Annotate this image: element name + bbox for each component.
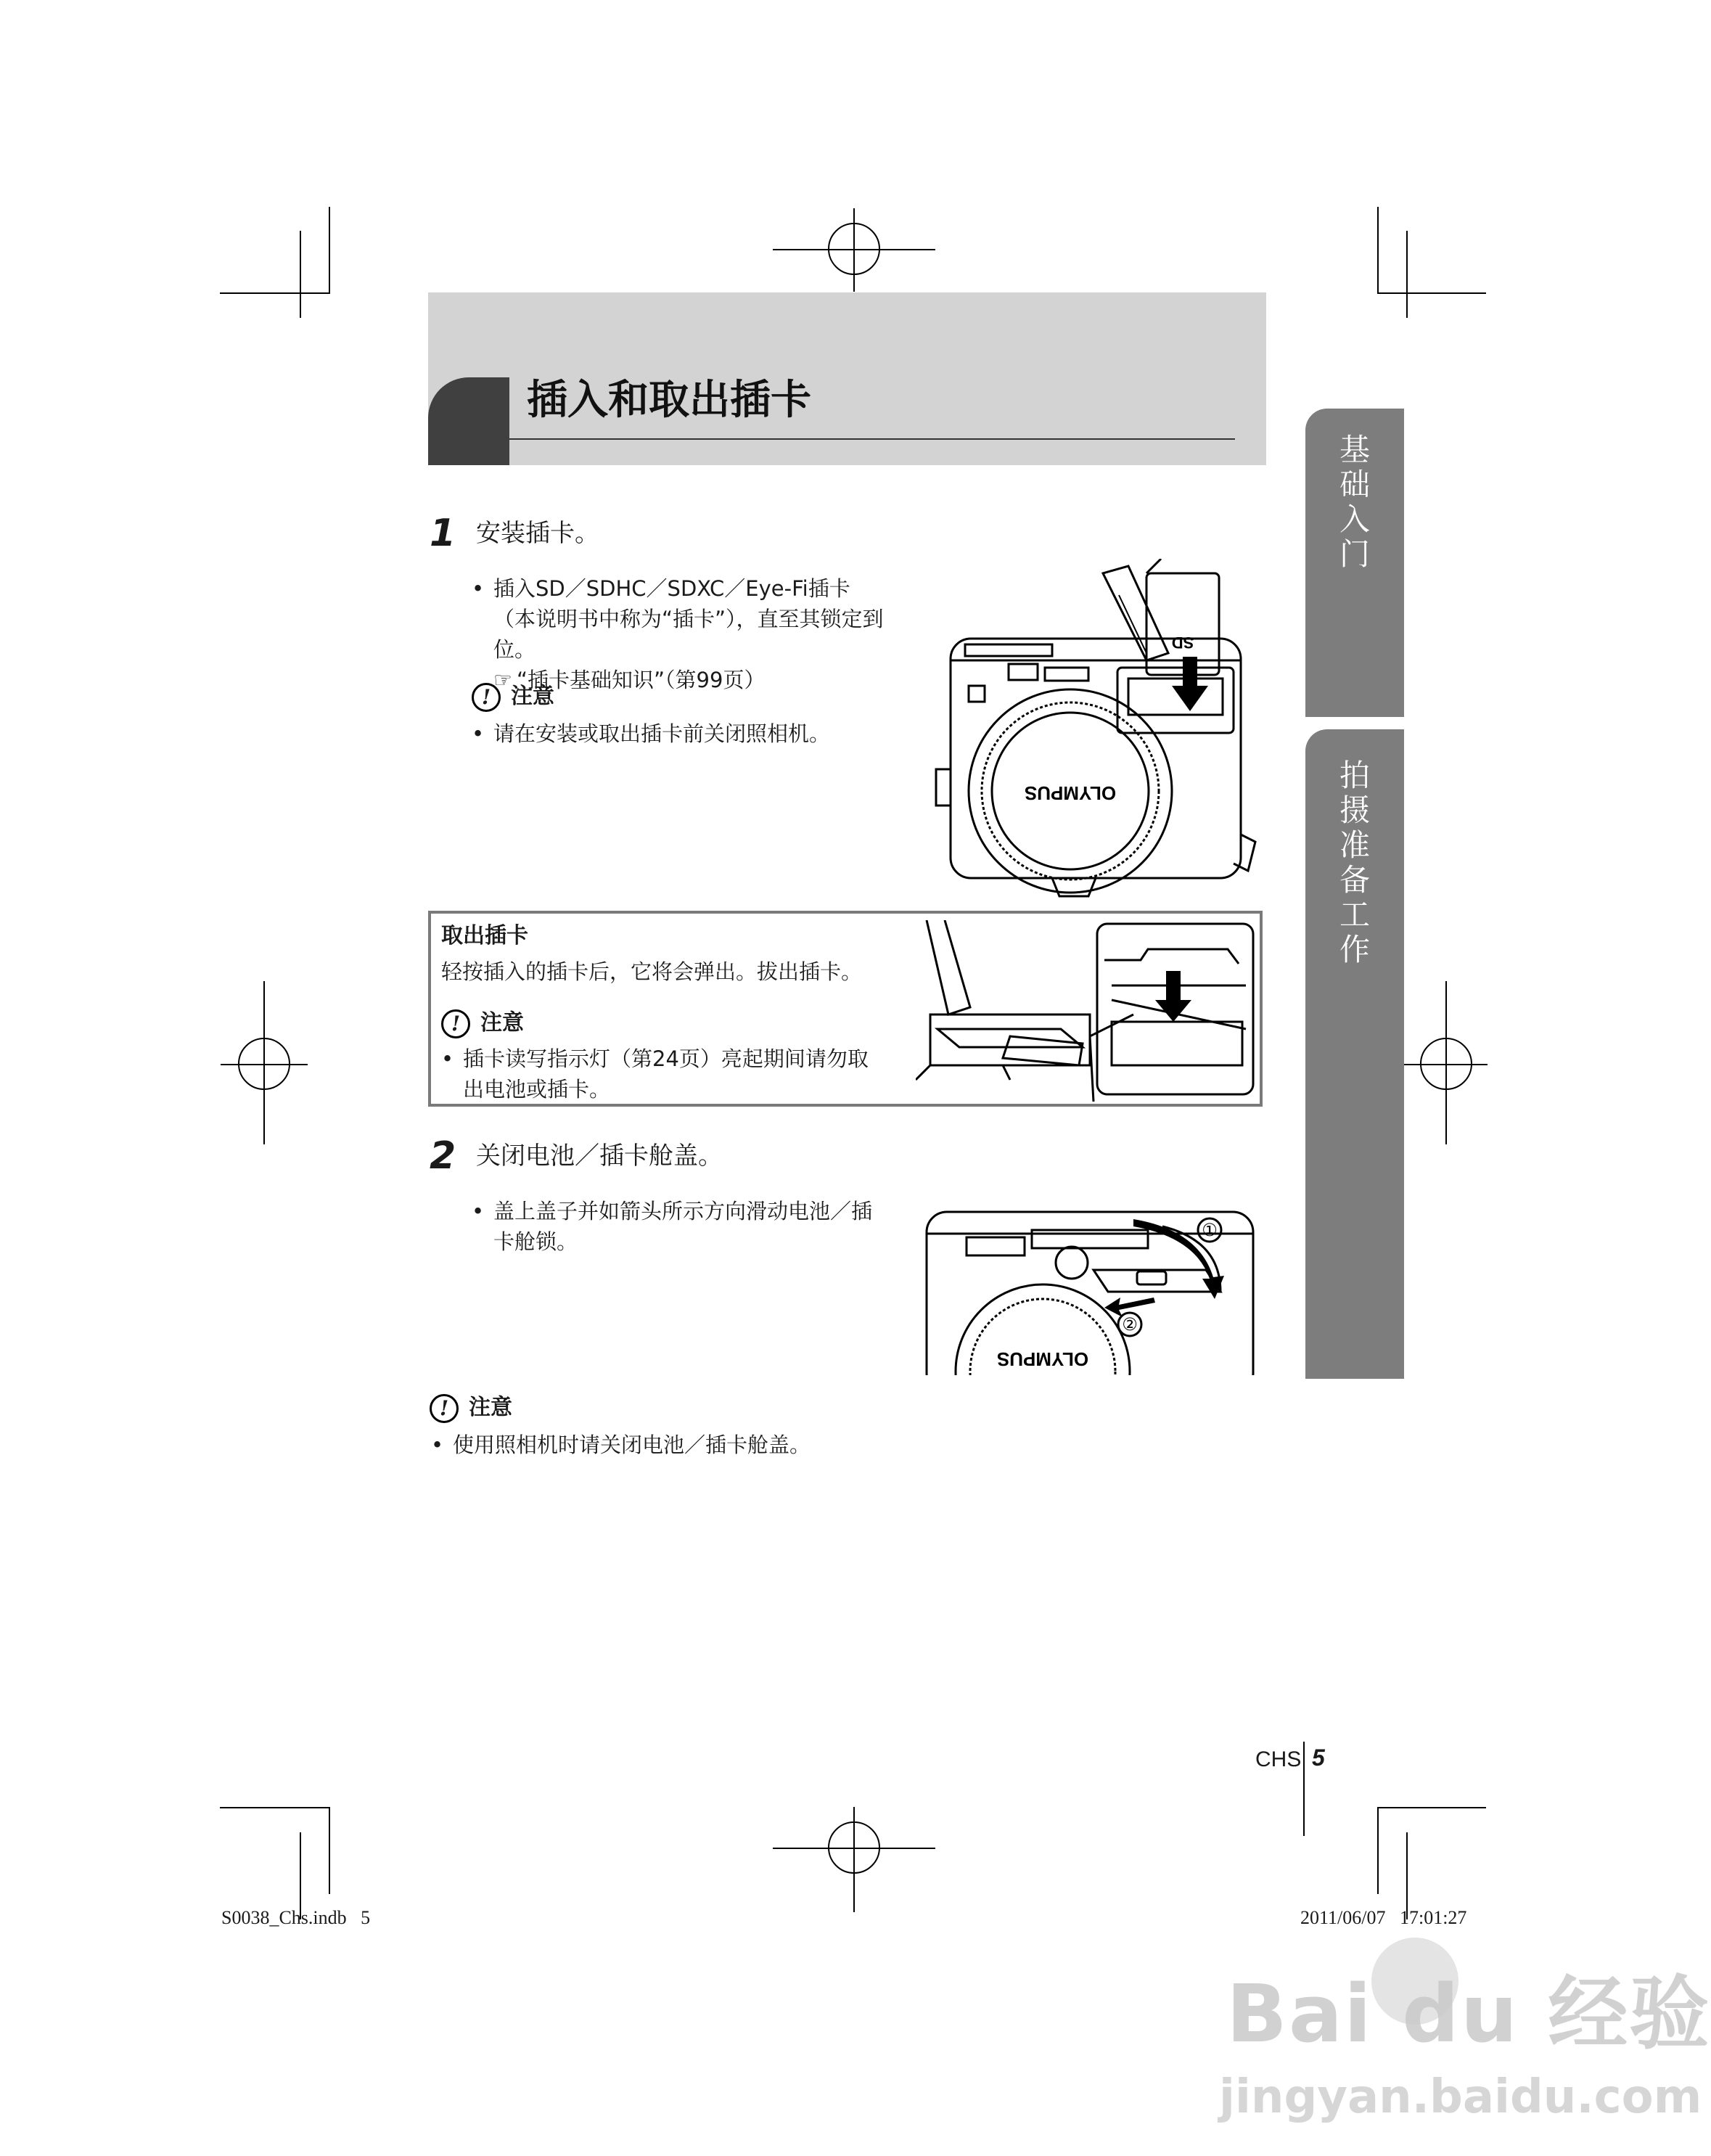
step-1-note-text: • 请在安装或取出插卡前关闭照相机。 — [472, 721, 831, 746]
footer-datetime: 2011/06/07 17:01:27 — [1300, 1907, 1467, 1928]
step-1-bullet: • 插入SD／SDHC／SDXC／Eye-Fi插卡 （本说明书中称为“插卡”），直至其锁定到位。 ☞ “插卡基础知识”（第99页） — [472, 573, 922, 695]
watermark — [1205, 1930, 1711, 2148]
footer-lang: CHS — [1255, 1747, 1302, 1771]
step-1-note-title: 注意 — [511, 684, 554, 709]
watermark-url: jingyan.baidu.com — [1219, 2070, 1702, 2124]
step-2-heading: 关闭电池／插卡舱盖。 — [476, 1141, 723, 1171]
step-1-note-heading — [472, 681, 554, 713]
camera-card-insert-illustration — [929, 559, 1263, 907]
camera-brand-text-2: OLYMPUS — [996, 1348, 1089, 1370]
bottom-note-text: • 使用照相机时请关闭电池／插卡舱盖。 — [431, 1432, 811, 1457]
removal-box-text: 轻按插入的插卡后，它将会弹出。拔出插卡。 — [441, 959, 863, 984]
removal-box-title: 取出插卡 — [441, 923, 528, 948]
step-1-heading: 安装插卡。 — [476, 519, 599, 548]
tab-shooting-prep-label: 拍摄准备工作 — [1339, 758, 1370, 967]
tab-shooting-prep[interactable] — [1305, 729, 1404, 1379]
step-1-bullet-line-1: 插入SD／SDHC／SDXC／Eye-Fi插卡 — [493, 576, 850, 601]
page-number: 5 — [1312, 1745, 1325, 1771]
caution-icon: ! — [430, 1394, 459, 1423]
step-2-number: 2 — [430, 1134, 456, 1178]
camera-brand-text: OLYMPUS — [1024, 782, 1117, 804]
step-1-reference-link[interactable]: “插卡基础知识”（第99页） — [517, 668, 766, 692]
card-removal-illustration — [916, 920, 1257, 1102]
camera-close-cover-illustration — [916, 1190, 1260, 1375]
removal-box-note-heading: ! 注意 — [441, 1007, 524, 1039]
title-underline — [509, 438, 1235, 440]
step-2-bullet: • 盖上盖子并如箭头所示方向滑动电池／插 卡舱锁。 — [472, 1199, 873, 1254]
removal-box-note-text: • 插卡读写指示灯（第24页）亮起期间请勿取 出电池或插卡。 — [441, 1046, 869, 1102]
reference-icon: ☞ — [493, 668, 512, 692]
step-1-bullet-line-2: （本说明书中称为“插卡”），直至其锁定到位。 — [493, 607, 884, 662]
header-dark-block — [428, 377, 509, 465]
caution-icon: ! — [472, 683, 501, 712]
page-title: 插入和取出插卡 — [527, 377, 811, 424]
caution-icon: ! — [441, 1009, 470, 1038]
callout-2: ② — [1122, 1314, 1138, 1335]
tab-basics-label: 基础入门 — [1339, 432, 1370, 572]
card-label-text: SD — [1171, 634, 1194, 652]
footer-file: S0038_Chs.indb 5 — [221, 1907, 371, 1928]
callout-1: ① — [1202, 1220, 1218, 1240]
tab-basics[interactable] — [1305, 409, 1404, 717]
watermark-brand: Bai du 经验 — [1226, 1967, 1711, 2060]
step-1-number: 1 — [430, 512, 456, 555]
bottom-note-heading: ! 注意 — [430, 1392, 512, 1424]
